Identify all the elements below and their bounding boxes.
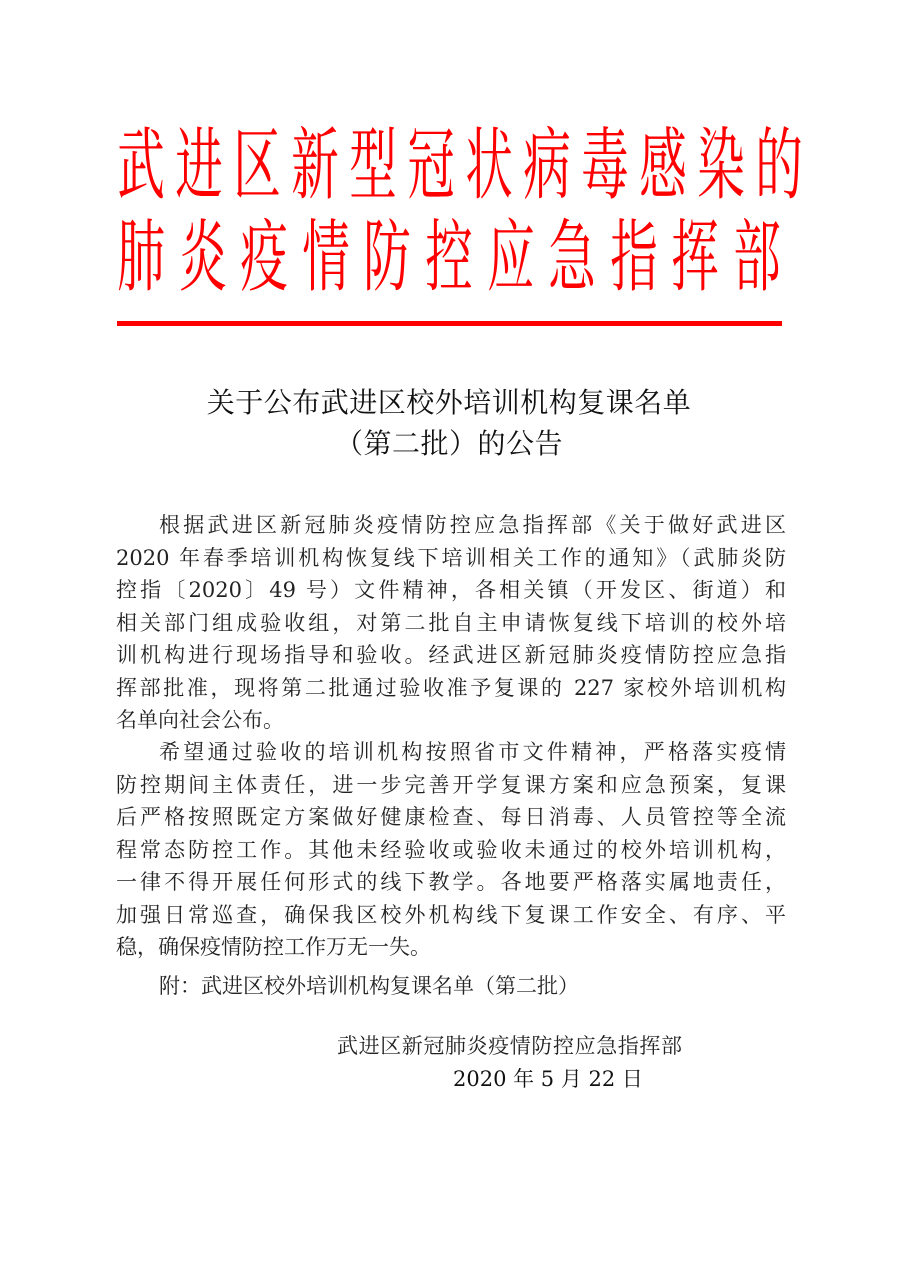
paragraph-line: 训机构进行现场指导和验收。经武进区新冠肺炎疫情防控应急指 (116, 643, 786, 667)
paragraph-line: 控指〔2020〕49 号）文件精神，各相关镇（开发区、街道）和 (116, 578, 786, 602)
paragraph-line: 希望通过验收的培训机构按照省市文件精神，严格落实疫情 (159, 740, 786, 764)
paragraph-line: 相关部门组成验收组，对第二批自主申请恢复线下培训的校外培 (116, 610, 786, 635)
header-char: 炎 (178, 211, 227, 303)
header-char: 应 (486, 211, 535, 303)
header-char: 武 (117, 119, 165, 211)
issue-date: 2020 年 5 月 22 日 (453, 1067, 643, 1091)
header-char: 情 (302, 211, 350, 303)
issuer-signature: 武进区新冠肺炎疫情防控应急指挥部 (337, 1034, 683, 1058)
header-char: 毒 (581, 119, 629, 211)
paragraph-line: 名单向社会公布。 (116, 708, 284, 732)
header-char: 染 (697, 119, 745, 211)
header-char: 新 (291, 119, 339, 211)
header-char: 部 (733, 211, 781, 303)
header-char: 防 (363, 211, 412, 303)
document-header-line-2 (112, 211, 786, 303)
paragraph-line: 2020 年春季培训机构恢复线下培训相关工作的通知》（武肺炎防 (116, 545, 786, 570)
notice-title-line-1: 关于公布武进区校外培训机构复课名单 (206, 386, 692, 419)
paragraph-line: 一律不得开展任何形式的线下教学。各地要严格落实属地责任， (116, 870, 786, 894)
paragraph-line: 后严格按照既定方案做好健康检查、每日消毒、人员管控等全流 (116, 805, 786, 829)
paragraph-line: 挥部批准，现将第二批通过验收准予复课的 227 家校外培训机构 (116, 675, 786, 700)
header-char: 感 (639, 119, 687, 211)
header-char: 挥 (671, 211, 720, 303)
header-char: 控 (425, 211, 473, 303)
header-char: 冠 (407, 119, 455, 211)
red-header-divider (117, 321, 782, 326)
header-char: 病 (523, 119, 571, 211)
document-header-line-1 (112, 119, 803, 211)
paragraph-line: 程常态防控工作。其他未经验收或验收未通过的校外培训机构， (116, 837, 786, 862)
notice-title-line-2: （第二批）的公告 (334, 427, 563, 460)
header-char: 进 (175, 119, 223, 211)
paragraph-line: 防控期间主体责任，进一步完善开学复课方案和应急预案，复课 (116, 772, 786, 797)
body-paragraph-1 (116, 509, 786, 737)
paragraph-line: 根据武进区新冠肺炎疫情防控应急指挥部《关于做好武进区 (159, 513, 786, 537)
header-char: 状 (465, 119, 513, 211)
body-paragraph-2 (116, 736, 786, 964)
header-char: 肺 (117, 211, 165, 303)
header-char: 型 (349, 119, 397, 211)
paragraph-line: 稳，确保疫情防控工作万无一失。 (116, 935, 431, 959)
header-char: 指 (609, 211, 658, 303)
attachment-note: 附：武进区校外培训机构复课名单（第二批） (159, 974, 579, 998)
paragraph-line: 加强日常巡查，确保我区校外机构线下复课工作安全、有序、平 (116, 902, 786, 927)
header-char: 急 (548, 211, 596, 303)
header-char: 区 (233, 119, 281, 211)
header-char: 疫 (240, 211, 288, 303)
header-char: 的 (755, 119, 803, 211)
